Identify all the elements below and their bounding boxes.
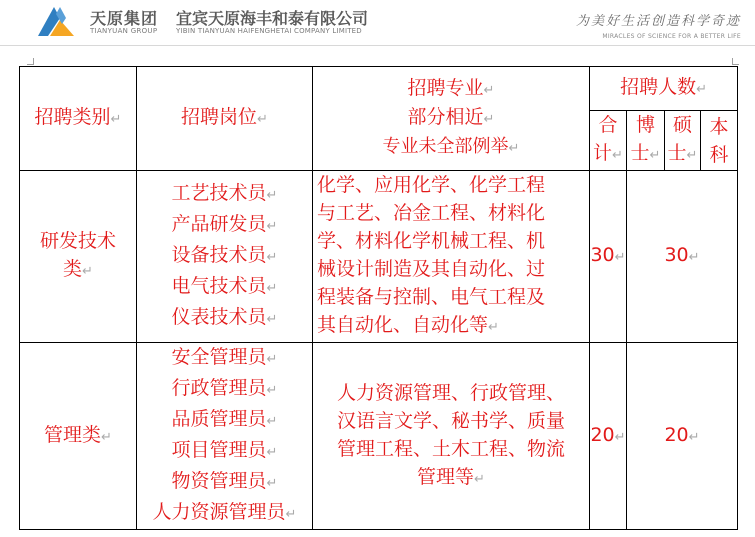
header-doctor-char: 博: [635, 114, 655, 136]
master-bachelor-count: 30: [664, 244, 689, 266]
major-line: 汉语言文学、秘书学、质量: [336, 409, 565, 432]
header-position-cell: [137, 67, 313, 171]
header-master-cell: [665, 111, 701, 171]
logo-name: 天原集团: [90, 9, 159, 28]
header-category: 招聘类别: [34, 106, 111, 128]
master-bachelor-cell: [627, 171, 738, 343]
major-line: 程装备与控制、电气工程及: [317, 286, 546, 308]
majors-cell: [313, 343, 590, 530]
header-master-char: 硕: [672, 114, 692, 136]
paragraph-mark-icon: ↵: [508, 141, 520, 156]
paragraph-mark-icon: ↵: [110, 112, 122, 127]
paragraph-mark-icon: ↵: [266, 352, 278, 367]
major-line: 管理工程、土木工程、物流: [336, 437, 565, 460]
total-cell: [590, 343, 627, 530]
paragraph-mark-icon: ↵: [266, 445, 278, 460]
positions-cell: [137, 343, 313, 530]
margin-corner-mark: [732, 58, 739, 65]
paragraph-mark-icon: ↵: [257, 112, 268, 127]
total-count: 30: [590, 244, 615, 266]
logo-name-en: TIANYUAN GROUP: [90, 27, 158, 35]
paragraph-mark-icon: ↵: [266, 281, 278, 296]
header-doctor-char: 士: [630, 142, 650, 164]
header-bachelor-char: 科: [709, 143, 729, 166]
position-item: 产品研发员: [171, 213, 267, 235]
position-item: 人力资源管理员: [152, 501, 286, 523]
positions-cell: [137, 171, 313, 343]
position-item: 安全管理员: [171, 346, 267, 368]
paragraph-mark-icon: ↵: [266, 250, 278, 265]
major-line: 其自动化、自动化等: [317, 314, 489, 336]
paragraph-mark-icon: ↵: [614, 429, 626, 445]
total-count: 20: [590, 423, 615, 446]
paragraph-mark-icon: ↵: [688, 429, 700, 445]
category-line: 管理类: [44, 423, 102, 446]
paragraph-mark-icon: ↵: [266, 219, 278, 234]
header-count: 招聘人数: [620, 76, 697, 98]
position-item: 品质管理员: [171, 408, 267, 430]
table-row: [20, 171, 738, 343]
major-line: 械设计制造及其自动化、过: [317, 258, 546, 280]
paragraph-mark-icon: ↵: [483, 83, 495, 98]
paragraph-mark-icon: ↵: [266, 312, 278, 327]
position-item: 物资管理员: [171, 470, 267, 492]
table-row: [20, 343, 738, 530]
header-position: 招聘岗位: [181, 106, 258, 128]
header-doctor-cell: [627, 111, 665, 171]
position-item: 电气技术员: [171, 275, 267, 297]
category-line: 研发技术: [39, 230, 116, 252]
paragraph-mark-icon: ↵: [686, 148, 698, 163]
slogan-en: MIRACLES OF SCIENCE FOR A BETTER LIFE: [602, 33, 741, 40]
paragraph-mark-icon: ↵: [488, 320, 499, 335]
paragraph-mark-icon: ↵: [285, 507, 297, 522]
header-category-cell: [20, 67, 137, 171]
company-name: 宜宾天原海丰和泰有限公司: [176, 9, 369, 28]
header-major-line: 专业未全部例举: [382, 136, 509, 157]
total-cell: [590, 171, 627, 343]
company-name-en: YIBIN TIANYUAN HAIFENGHETAI COMPANY LIMITED: [176, 27, 362, 35]
paragraph-mark-icon: ↵: [696, 82, 707, 97]
header-master-char: 士: [667, 142, 687, 164]
category-cell: [20, 343, 137, 530]
slogan: 为美好生活创造科学奇迹: [575, 14, 741, 29]
paragraph-mark-icon: ↵: [474, 471, 485, 487]
category-cell: [20, 171, 137, 343]
header-bachelor-cell: [701, 111, 738, 171]
header-bachelor-char: 本: [709, 115, 729, 138]
recruitment-table: [19, 66, 738, 530]
paragraph-mark-icon: ↵: [688, 250, 700, 265]
paragraph-mark-icon: ↵: [649, 148, 661, 163]
paragraph-mark-icon: ↵: [612, 148, 623, 163]
major-line: 化学、应用化学、化学工程: [317, 174, 546, 196]
header-major-line: 部分相近: [407, 106, 484, 128]
header-major-line: 招聘专业: [407, 77, 484, 99]
position-item: 行政管理员: [171, 377, 267, 399]
paragraph-mark-icon: ↵: [266, 383, 278, 398]
major-line: 与工艺、冶金工程、材料化: [317, 202, 546, 224]
paragraph-mark-icon: ↵: [614, 250, 626, 265]
paragraph-mark-icon: ↵: [82, 264, 93, 279]
paragraph-mark-icon: ↵: [266, 188, 278, 203]
margin-corner-mark: [27, 58, 34, 65]
position-item: 仪表技术员: [171, 306, 267, 328]
paragraph-mark-icon: ↵: [483, 112, 495, 127]
major-line: 人力资源管理、行政管理、: [336, 381, 565, 404]
header-divider: [0, 45, 755, 46]
master-bachelor-cell: [627, 343, 738, 530]
category-line: 类: [63, 258, 83, 280]
header-count-cell: [590, 67, 738, 111]
header-total-char: 计: [593, 142, 613, 164]
major-line: 学、材料化学机械工程、机: [317, 230, 546, 252]
paragraph-mark-icon: ↵: [266, 476, 278, 491]
header-total-char: 合: [598, 114, 618, 136]
paragraph-mark-icon: ↵: [266, 414, 278, 429]
major-line: 管理等: [417, 465, 475, 488]
tianyuan-logo-icon: [36, 4, 76, 38]
majors-cell: [313, 171, 590, 343]
position-item: 工艺技术员: [171, 182, 267, 204]
header-major-cell: [313, 67, 590, 171]
page-header: [0, 0, 755, 50]
master-bachelor-count: 20: [664, 423, 689, 446]
position-item: 设备技术员: [171, 244, 267, 266]
paragraph-mark-icon: ↵: [101, 429, 112, 445]
position-item: 项目管理员: [171, 439, 267, 461]
header-total-cell: [590, 111, 627, 171]
